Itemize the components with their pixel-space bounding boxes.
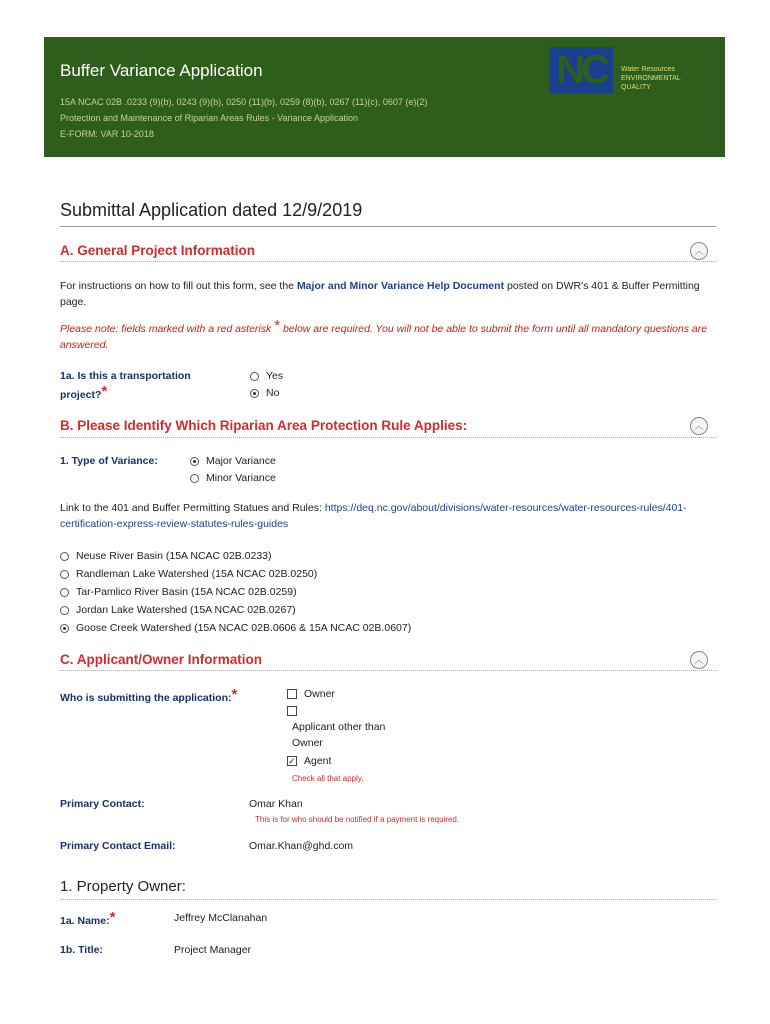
who-help-text: Check all that apply. — [292, 774, 364, 783]
rule-option-goose-creek[interactable]: Goose Creek Watershed (15A NCAC 02B.0606 & 15A NCAC 02B.0607) — [60, 622, 411, 634]
section-a-divider — [60, 261, 716, 262]
required-asterisk-icon: * — [101, 383, 108, 400]
primary-contact-help: This is for who should be notified if a payment is required. — [255, 815, 460, 824]
radio-icon[interactable] — [250, 372, 259, 381]
form-description: Protection and Maintenance of Riparian Areas Rules - Variance Application — [60, 113, 359, 123]
radio-selected-icon[interactable] — [60, 624, 69, 633]
nc-logo-mark: NC — [549, 47, 613, 93]
rules-citation: 15A NCAC 02B .0233 (9)(b), 0243 (9)(b), 0250 (11)(b), 0259 (8)(b), 0267 (11)(c), 0607 (e)(2) — [60, 97, 428, 107]
property-owner-divider — [60, 899, 716, 900]
who-submitting-label: Who is submitting the application:* — [60, 686, 238, 704]
owner-checkbox[interactable]: Owner — [287, 688, 335, 700]
submittal-title: Submittal Application dated 12/9/2019 — [60, 200, 363, 220]
required-asterisk-icon: * — [109, 909, 116, 926]
checkbox-checked-icon[interactable]: ✓ — [288, 756, 296, 766]
owner-name-value: Jeffrey McClanahan — [174, 912, 268, 924]
major-variance-radio[interactable]: Major Variance — [190, 455, 276, 467]
radio-icon[interactable] — [190, 474, 199, 483]
radio-selected-icon[interactable] — [250, 389, 259, 398]
form-title: Buffer Variance Application — [60, 61, 263, 80]
required-asterisk-icon: * — [231, 686, 238, 703]
statutes-link-text: Link to the 401 and Buffer Permitting Statues and Rules: https://deq.nc.gov/about/divisions/water-resources/water-resources-rules/401-certification-express-review-statutes-rules-guides — [60, 502, 687, 530]
radio-icon[interactable] — [60, 588, 69, 597]
transportation-no-radio[interactable]: No — [250, 387, 279, 399]
section-c-divider — [60, 670, 716, 671]
logo-dept-text: Water Resources — [621, 66, 675, 73]
transportation-question-label: 1a. Is this a transportation project?* — [60, 370, 191, 401]
agent-checkbox[interactable]: ✓ Agent — [288, 755, 332, 767]
title-divider — [60, 226, 716, 227]
owner-name-label: 1a. Name:* — [60, 909, 116, 927]
checkbox-icon[interactable] — [287, 689, 297, 699]
collapse-section-c-icon[interactable]: ︿ — [690, 651, 708, 669]
minor-variance-radio[interactable]: Minor Variance — [190, 472, 276, 484]
applicant-checkbox[interactable] — [287, 706, 304, 716]
primary-contact-label: Primary Contact: — [60, 798, 145, 810]
radio-icon[interactable] — [60, 552, 69, 561]
form-header-banner — [44, 37, 725, 157]
required-asterisk-icon: * — [274, 317, 281, 334]
variance-type-label: 1. Type of Variance: — [60, 455, 158, 467]
applicant-option-label: Applicant other than Owner — [292, 721, 386, 749]
radio-icon[interactable] — [60, 606, 69, 615]
section-b-heading: B. Please Identify Which Riparian Area Protection Rule Applies: — [60, 418, 468, 433]
help-document-link[interactable]: Major and Minor Variance Help Document — [296, 280, 505, 292]
owner-title-label: 1b. Title: — [60, 944, 103, 956]
collapse-section-a-icon[interactable]: ︿ — [690, 242, 708, 260]
radio-selected-icon[interactable] — [190, 457, 199, 466]
section-c-heading: C. Applicant/Owner Information — [60, 652, 263, 667]
rule-option-randleman[interactable]: Randleman Lake Watershed (15A NCAC 02B.0250) — [60, 568, 317, 580]
rule-option-tar-pamlico[interactable]: Tar-Pamlico River Basin (15A NCAC 02B.0259) — [60, 586, 297, 598]
section-a-heading: A. General Project Information — [60, 243, 256, 258]
statutes-url-link[interactable]: https://deq.nc.gov/about/divisions/water-resources/water-resources-rules/401-certification-express-review-statutes-rules-guides — [60, 502, 687, 530]
section-a-instructions: For instructions on how to fill out this form, see the Major and Minor Variance Help Document posted on DWR's 401 & Buffer Permitting page. — [60, 280, 700, 308]
primary-contact-value: Omar Khan — [249, 798, 303, 810]
rule-option-neuse[interactable]: Neuse River Basin (15A NCAC 02B.0233) — [60, 550, 272, 562]
form-id: E-FORM: VAR 10-2018 — [60, 129, 154, 139]
property-owner-heading: 1. Property Owner: — [60, 878, 186, 895]
radio-icon[interactable] — [60, 570, 69, 579]
section-b-divider — [60, 437, 716, 438]
owner-title-value: Project Manager — [174, 944, 252, 956]
nc-deq-logo — [549, 47, 681, 97]
primary-contact-email-label: Primary Contact Email: — [60, 840, 176, 852]
rule-option-jordan[interactable]: Jordan Lake Watershed (15A NCAC 02B.0267) — [60, 604, 296, 616]
primary-contact-email-value: Omar.Khan@ghd.com — [249, 840, 354, 852]
collapse-section-b-icon[interactable]: ︿ — [690, 417, 708, 435]
transportation-yes-radio[interactable]: Yes — [250, 370, 283, 382]
checkbox-icon[interactable] — [287, 706, 297, 716]
required-note: Please note: fields marked with a red asterisk * below are required. You will not be able to submit the form until all mandatory questions are answered. — [60, 317, 708, 351]
logo-sub-text: ENVIRONMENTAL QUALITY — [621, 75, 681, 91]
